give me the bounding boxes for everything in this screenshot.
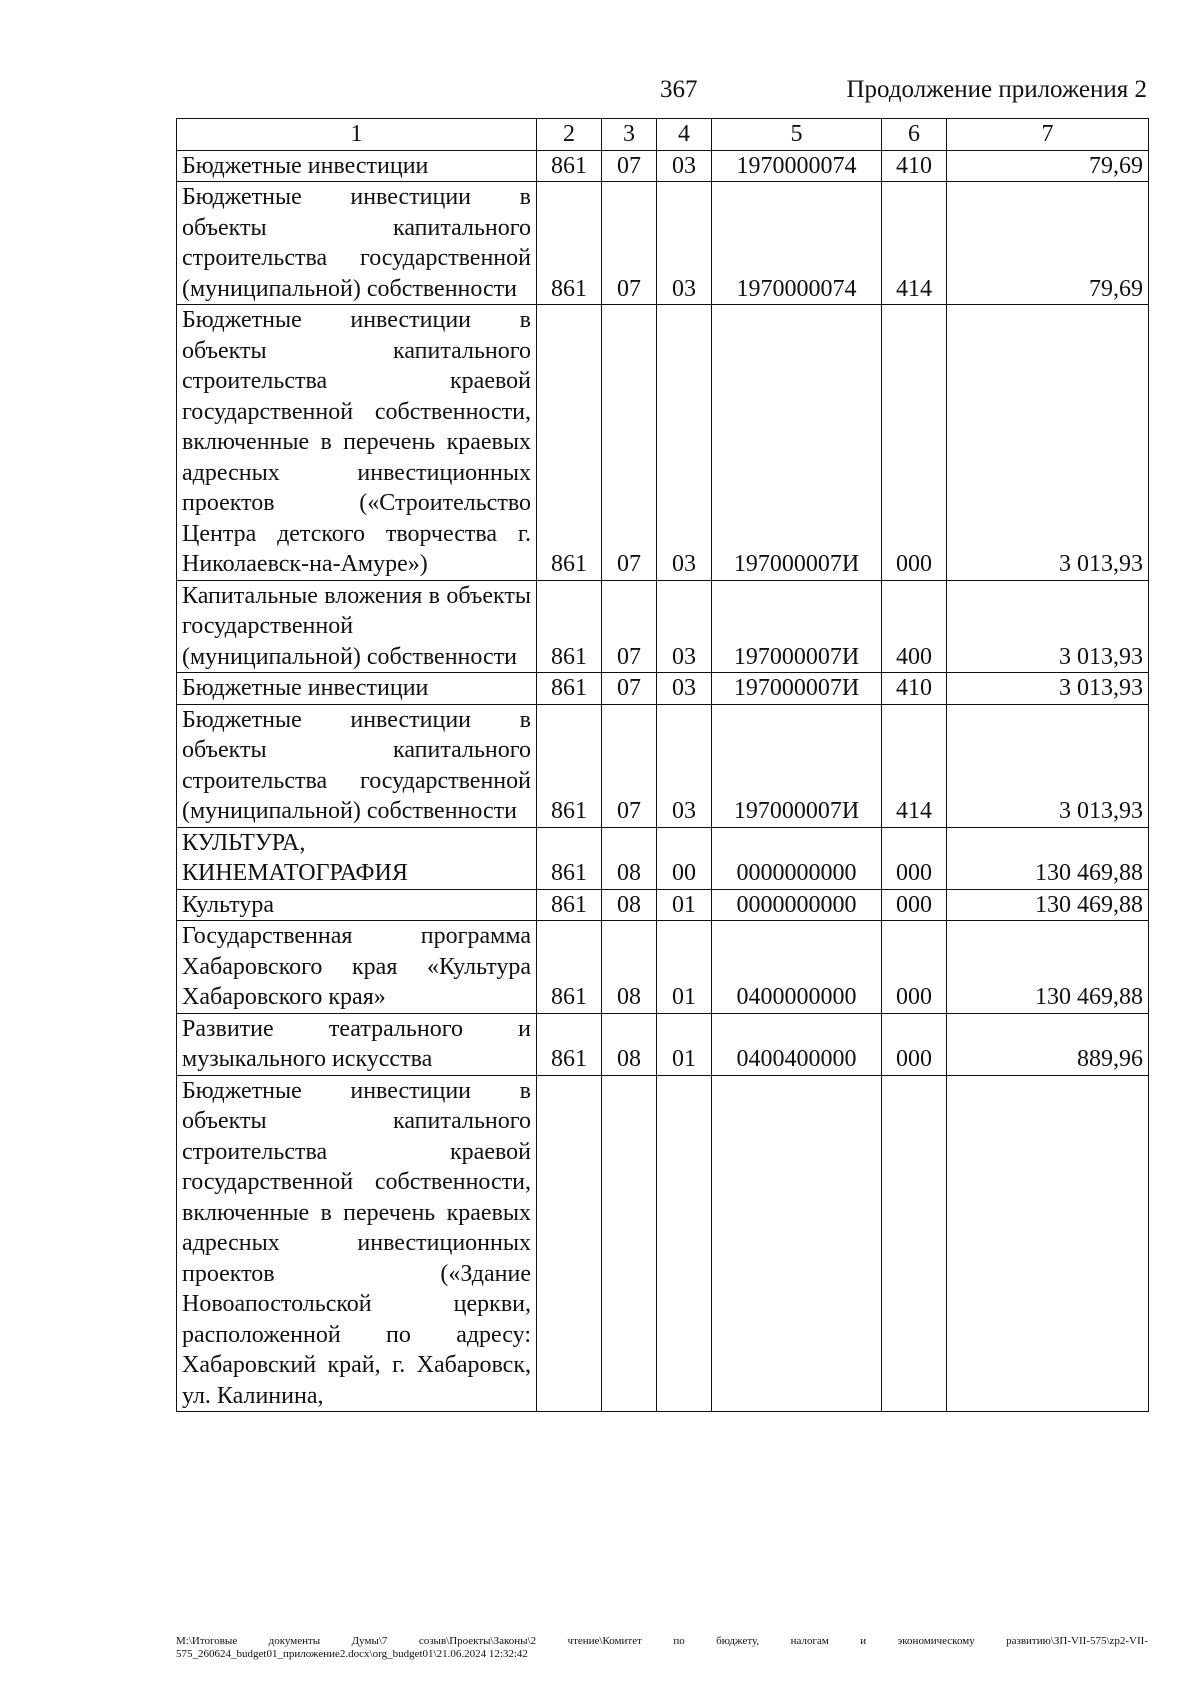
row-name: Бюджетные инвестиции xyxy=(177,150,537,182)
row-c7-cell: 79,69 xyxy=(947,182,1149,305)
row-c6-cell: 000 xyxy=(882,827,947,889)
row-c6-cell: 000 xyxy=(882,305,947,581)
table-row xyxy=(177,921,1149,1014)
empty-cell xyxy=(602,1075,657,1412)
row-c3-cell: 08 xyxy=(602,1013,657,1075)
row-c7-cell: 79,69 xyxy=(947,150,1149,182)
row-c5-cell: 1970000074 xyxy=(712,150,882,182)
row-c5-cell: 197000007И xyxy=(712,305,882,581)
row-c4-cell: 01 xyxy=(657,921,712,1014)
column-header: 6 xyxy=(882,119,947,151)
table-row xyxy=(177,580,1149,673)
row-c7-cell: 130 469,88 xyxy=(947,827,1149,889)
row-c7-cell: 889,96 xyxy=(947,1013,1149,1075)
table-body xyxy=(177,150,1149,1412)
row-c7-cell: 3 013,93 xyxy=(947,305,1149,581)
row-name: Культура xyxy=(177,889,537,921)
row-name: Развитие театрального и музыкального искусства xyxy=(177,1013,537,1075)
row-c4-cell: 03 xyxy=(657,704,712,827)
table-row xyxy=(177,889,1149,921)
row-name: Бюджетные инвестиции xyxy=(177,673,537,705)
empty-cell xyxy=(882,1075,947,1412)
empty-cell xyxy=(537,1075,602,1412)
row-name: Государственная программа Хабаровского края «Культура Хабаровского края» xyxy=(177,921,537,1014)
table-row xyxy=(177,704,1149,827)
row-c2-cell: 861 xyxy=(537,889,602,921)
empty-cell xyxy=(657,1075,712,1412)
column-header: 4 xyxy=(657,119,712,151)
row-c3-cell: 07 xyxy=(602,704,657,827)
row-name: Бюджетные инвестиции в объекты капитального строительства государственной (муниципальной) собственности xyxy=(177,182,537,305)
row-name: Бюджетные инвестиции в объекты капитального строительства краевой государственной собственности, включенные в перечень краевых адресных инвестиционных проектов («Здание Новоапостольской церкви, расположенной по адресу: Хабаровский край, г. Хабаровск, ул. Калинина, xyxy=(177,1075,537,1412)
row-c3-cell: 08 xyxy=(602,921,657,1014)
row-c6-cell: 414 xyxy=(882,704,947,827)
column-header: 7 xyxy=(947,119,1149,151)
row-c4-cell: 03 xyxy=(657,182,712,305)
table-row xyxy=(177,1013,1149,1075)
row-c4-cell: 03 xyxy=(657,673,712,705)
row-c6-cell: 000 xyxy=(882,921,947,1014)
table-row xyxy=(177,150,1149,182)
row-c2-cell: 861 xyxy=(537,827,602,889)
row-c2-cell: 861 xyxy=(537,182,602,305)
row-c3-cell: 07 xyxy=(602,305,657,581)
row-c6-cell: 410 xyxy=(882,673,947,705)
row-c5-cell: 0400000000 xyxy=(712,921,882,1014)
empty-cell xyxy=(947,1075,1149,1412)
row-c4-cell: 01 xyxy=(657,889,712,921)
table-header-row xyxy=(177,119,1149,151)
row-c5-cell: 0400400000 xyxy=(712,1013,882,1075)
row-c5-cell: 197000007И xyxy=(712,704,882,827)
row-c5-cell: 197000007И xyxy=(712,673,882,705)
row-c6-cell: 000 xyxy=(882,1013,947,1075)
file-path-footer: М:\Итоговые документы Думы\7 созыв\Проекты\Законы\2 чтение\Комитет по бюджету, налогам и экономическому развитию\ЗП-VII-575\zp2-VII-575_260624_budget01_приложение2.docx\org_budget01\21.06.2024 12:32:42 xyxy=(176,1635,1148,1660)
row-name: КУЛЬТУРА, КИНЕМАТОГРАФИЯ xyxy=(177,827,537,889)
row-c7-cell: 3 013,93 xyxy=(947,580,1149,673)
table-row xyxy=(177,182,1149,305)
row-c6-cell: 410 xyxy=(882,150,947,182)
row-c4-cell: 00 xyxy=(657,827,712,889)
empty-cell xyxy=(712,1075,882,1412)
row-c3-cell: 08 xyxy=(602,889,657,921)
table-row xyxy=(177,673,1149,705)
table-row xyxy=(177,305,1149,581)
column-header: 2 xyxy=(537,119,602,151)
row-name: Бюджетные инвестиции в объекты капитального строительства краевой государственной собственности, включенные в перечень краевых адресных инвестиционных проектов («Строительство Центра детского творчества г. Николаевск-на-Амуре») xyxy=(177,305,537,581)
continuation-title: Продолжение приложения 2 xyxy=(846,76,1147,103)
row-c3-cell: 08 xyxy=(602,827,657,889)
row-c3-cell: 07 xyxy=(602,580,657,673)
table-row-partial xyxy=(177,1075,1149,1412)
table-row xyxy=(177,827,1149,889)
row-c2-cell: 861 xyxy=(537,580,602,673)
row-c4-cell: 03 xyxy=(657,150,712,182)
column-header: 1 xyxy=(177,119,537,151)
row-c7-cell: 3 013,93 xyxy=(947,673,1149,705)
row-name: Капитальные вложения в объекты государственной (муниципальной) собственности xyxy=(177,580,537,673)
row-c4-cell: 01 xyxy=(657,1013,712,1075)
row-c3-cell: 07 xyxy=(602,150,657,182)
column-header: 3 xyxy=(602,119,657,151)
column-header: 5 xyxy=(712,119,882,151)
row-c3-cell: 07 xyxy=(602,182,657,305)
budget-table xyxy=(176,118,1149,1412)
page-number: 367 xyxy=(660,76,698,103)
row-c4-cell: 03 xyxy=(657,580,712,673)
row-c6-cell: 000 xyxy=(882,889,947,921)
row-c3-cell: 07 xyxy=(602,673,657,705)
row-c2-cell: 861 xyxy=(537,673,602,705)
row-c5-cell: 197000007И xyxy=(712,580,882,673)
row-name: Бюджетные инвестиции в объекты капитального строительства государственной (муниципальной) собственности xyxy=(177,704,537,827)
row-c6-cell: 400 xyxy=(882,580,947,673)
row-c2-cell: 861 xyxy=(537,1013,602,1075)
row-c2-cell: 861 xyxy=(537,305,602,581)
row-c7-cell: 130 469,88 xyxy=(947,921,1149,1014)
row-c7-cell: 3 013,93 xyxy=(947,704,1149,827)
row-c2-cell: 861 xyxy=(537,704,602,827)
row-c5-cell: 0000000000 xyxy=(712,827,882,889)
row-c6-cell: 414 xyxy=(882,182,947,305)
row-c2-cell: 861 xyxy=(537,150,602,182)
row-c5-cell: 0000000000 xyxy=(712,889,882,921)
row-c2-cell: 861 xyxy=(537,921,602,1014)
row-c5-cell: 1970000074 xyxy=(712,182,882,305)
row-c7-cell: 130 469,88 xyxy=(947,889,1149,921)
row-c4-cell: 03 xyxy=(657,305,712,581)
